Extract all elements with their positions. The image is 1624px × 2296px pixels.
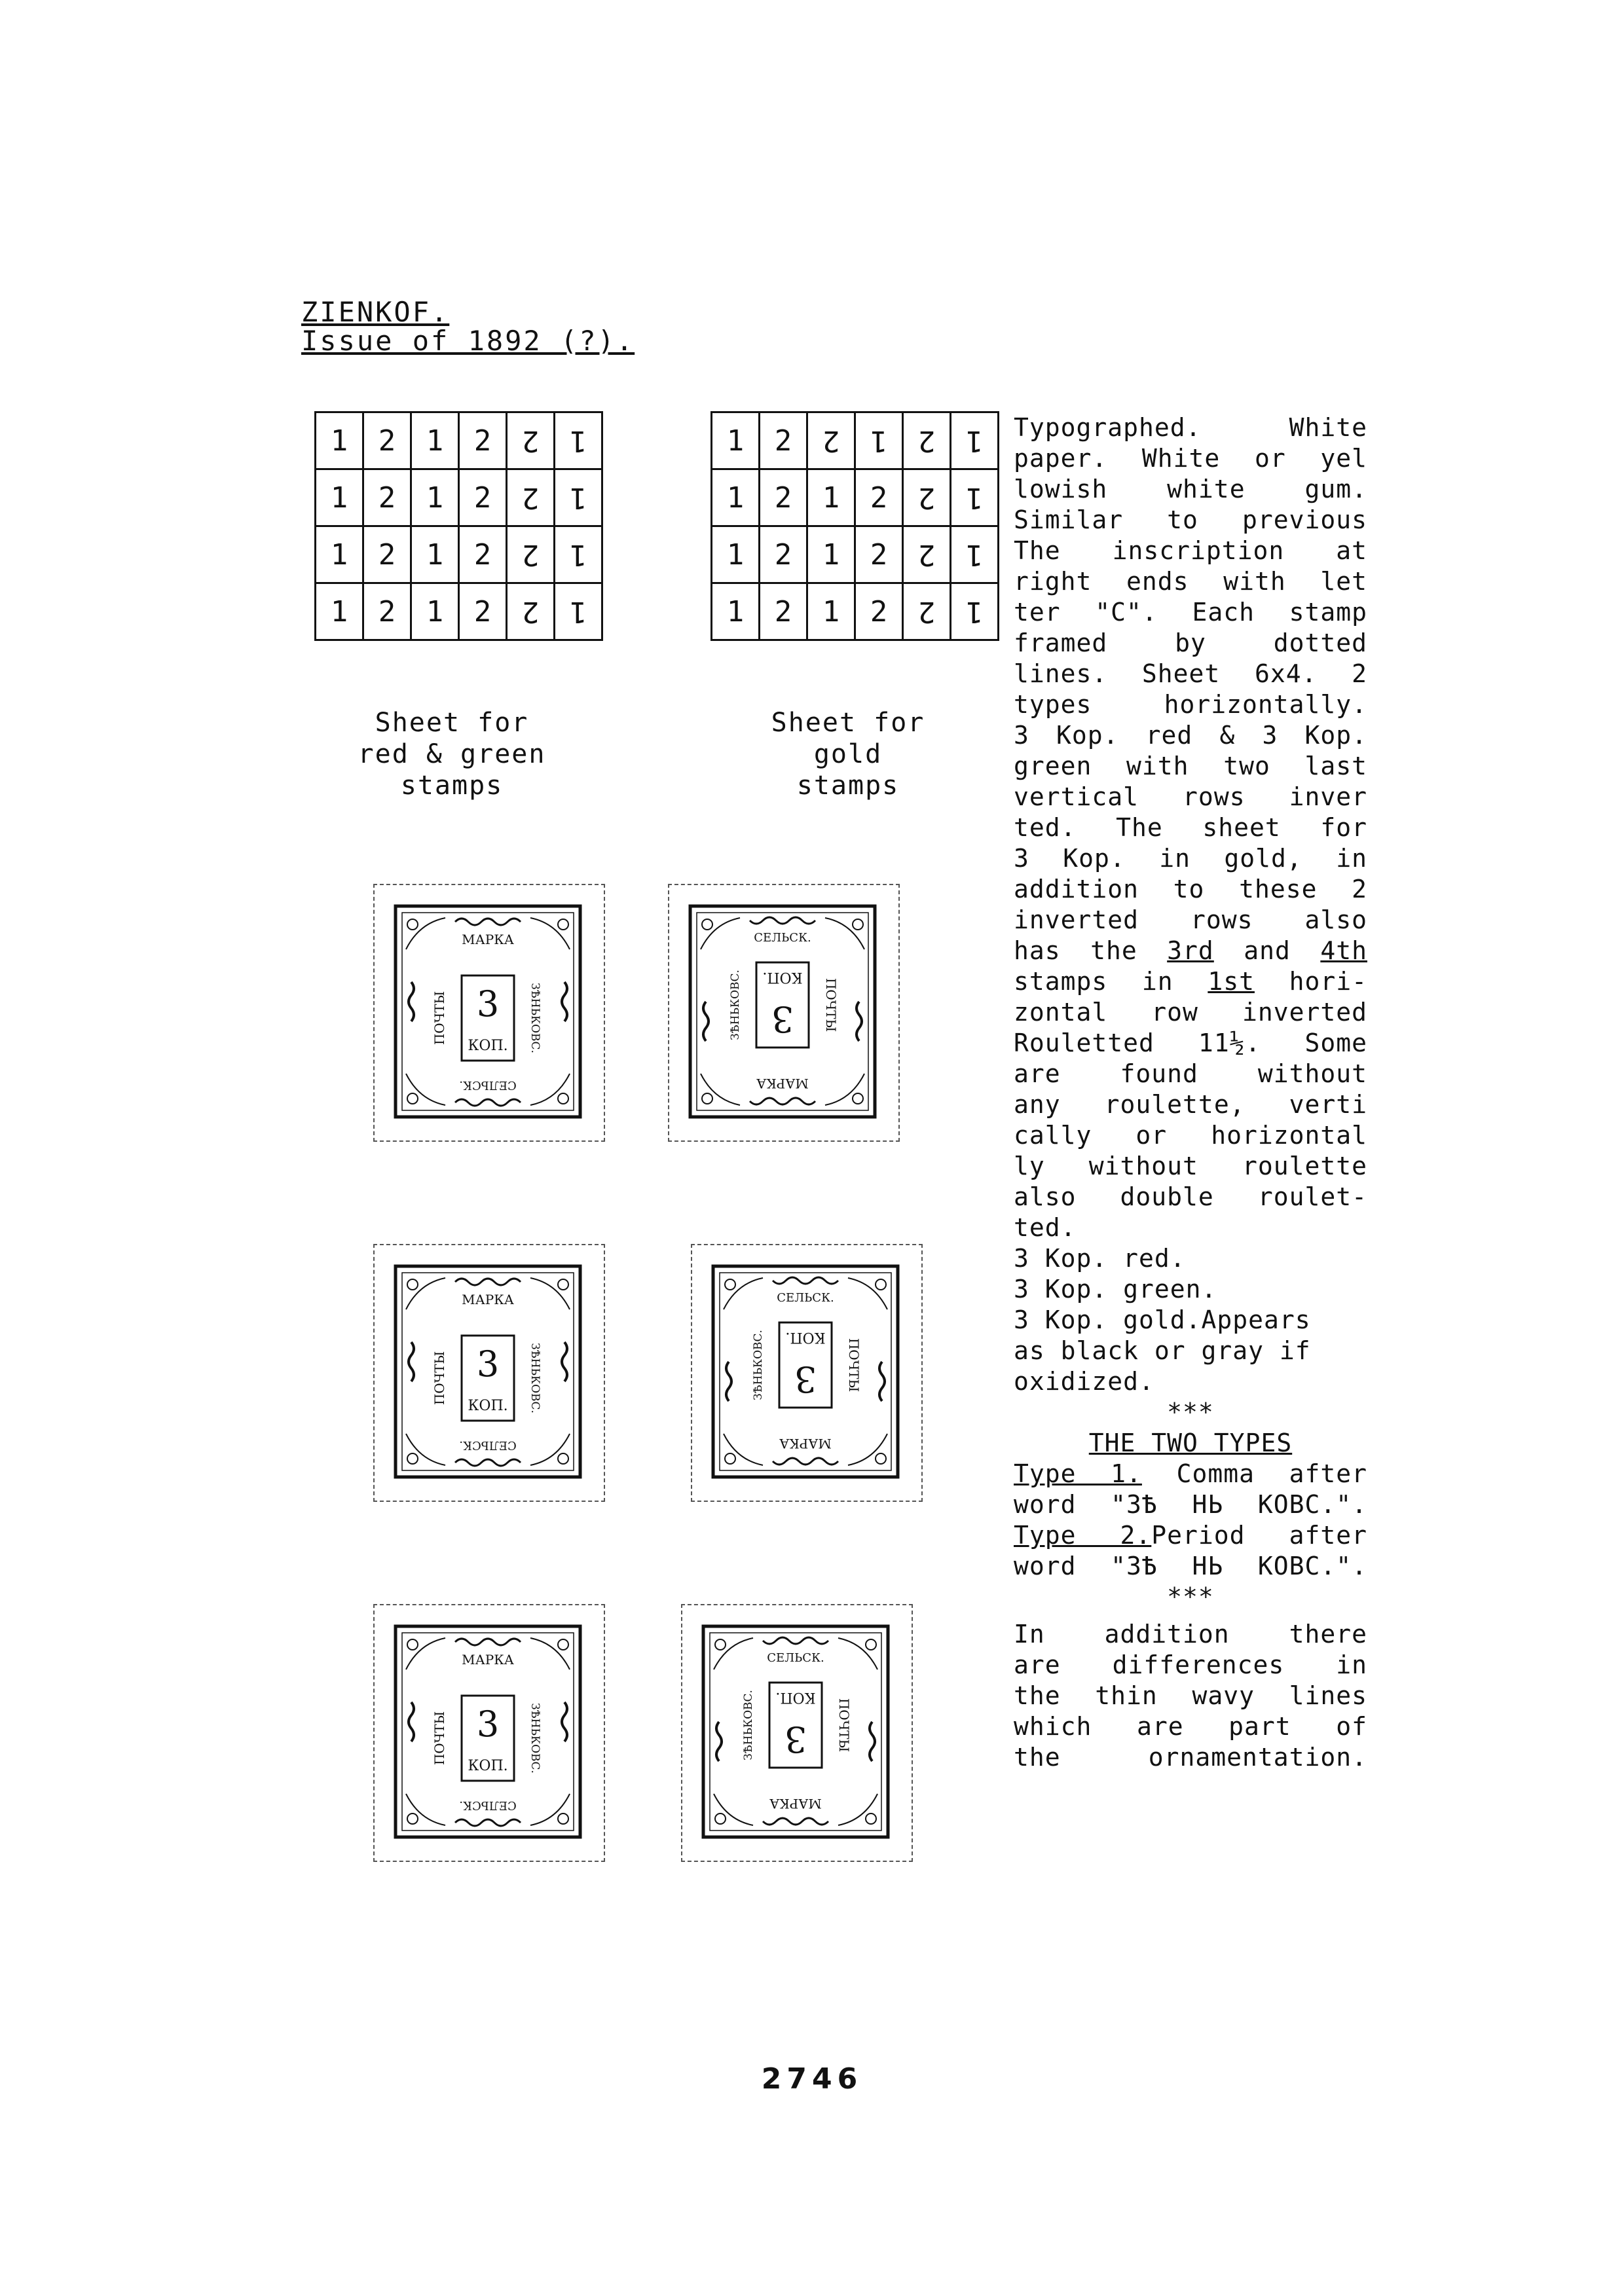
stamp-inscription: ЗѢНЬКОВС. [528,1703,542,1774]
closing-line: are differences in [1014,1650,1367,1679]
stamp-image [393,1624,583,1840]
description-line: also double roulet- [1014,1182,1367,1211]
stamp-inscription: СЕЛЬСК. [459,1798,517,1812]
closing-line: the ornamentation. [1014,1743,1367,1772]
sheet-cell [903,526,951,583]
sheet-cell [855,469,903,526]
page-subtitle: Issue of 1892 (?). [301,325,635,357]
sheet-row [316,526,602,583]
stamp-type-number: 1 [569,594,587,629]
sheet-cell [363,526,411,583]
stamp-type-number: 2 [521,481,540,515]
stamp-type-number: 2 [473,538,492,572]
sheet-cell [316,412,363,469]
stamp-type-number: 1 [965,481,984,515]
sheet-cell [411,583,459,640]
description-line: ted. The sheet for [1014,813,1367,842]
description-line: ly without roulette [1014,1152,1367,1180]
description-line: lines. Sheet 6x4. 2 [1014,659,1367,688]
variety-line: as black or gray if [1014,1336,1311,1365]
sheet-cell [507,526,555,583]
stamp-type-number: 1 [330,424,348,458]
stamp-type-number: 2 [473,594,492,629]
sheet-cell [855,526,903,583]
sheet-cell [807,526,855,583]
stamp-inscription: ЗѢНЬКОВС. [742,1690,755,1760]
stamp-inscription: МАРКА [462,1292,514,1307]
stamp-type-number: 2 [521,424,540,458]
sheet-row [316,412,602,469]
stamp-inscription: ПОЧТЫ [432,1351,447,1406]
stamp-design [396,1626,580,1837]
description-line: cally or horizontal [1014,1121,1367,1150]
stamp-inscription: МАРКА [462,1652,514,1667]
sheet-cell [507,583,555,640]
stamp-inscription: СЕЛЬСК. [459,1078,517,1092]
description-line: types horizontally. [1014,690,1367,719]
sheet-cell [507,469,555,526]
type1-word: word "3Ѣ НЬ КОВС.". [1014,1490,1367,1519]
stamp-image [393,1264,583,1480]
stamp-type-number: 1 [822,594,840,629]
sheet-cell [316,526,363,583]
stamp-design [713,1266,898,1477]
stamp-type-number: 1 [569,538,587,572]
sheet-cell [712,526,760,583]
sheet-gold-caption [710,707,986,801]
sheet-gold-table [710,411,999,641]
description-line: any roulette, verti [1014,1090,1367,1119]
stamp-type-number: 2 [917,594,936,629]
sheet-cell [807,583,855,640]
stamp-type-number: 1 [965,424,984,458]
stamp-type-number: 1 [965,538,984,572]
sheet-cell [555,469,602,526]
stamp-inscription: СЕЛЬСК. [777,1291,834,1305]
sheet-cell [760,583,807,640]
caption-line: gold [813,739,883,769]
stamp-type-number: 1 [426,594,444,629]
sheet-cell [555,412,602,469]
stamp-inscription: ЗѢНЬКОВС. [528,1343,542,1413]
sheet-cell [459,583,507,640]
type1-line: Type 1. Comma after [1014,1459,1367,1488]
caption-line: red & green [358,739,546,769]
sheet-cell [459,526,507,583]
description-line: has the 3rd and 4th [1014,936,1367,965]
page-number: 2746 [761,2062,863,2096]
sheet-cell [712,469,760,526]
stamp-inscription: МАРКА [462,932,514,947]
variety-line: 3 Kop. green. [1014,1275,1217,1303]
stamp-type-number: 1 [870,424,888,458]
stamp-type-number: 2 [521,538,540,572]
stamp-inscription: 3 [476,1343,500,1385]
sheet-cell [363,469,411,526]
stamp-design [690,906,875,1117]
sheet-cell [760,469,807,526]
stamp-inscription: МАРКА [779,1436,832,1451]
stamp-type-number: 2 [774,538,792,572]
sheet-cell [459,412,507,469]
caption-line: Sheet for [771,708,925,738]
sheet-cell [316,469,363,526]
stamp-design [703,1626,888,1837]
stamp-inscription: ЗѢНЬКОВС. [752,1330,765,1400]
variety-line: oxidized. [1014,1367,1154,1396]
sheet-cell [507,412,555,469]
stamp-type-number: 2 [473,424,492,458]
stamp-type-number: 2 [378,424,396,458]
description-line: green with two last [1014,752,1367,780]
stamp-inscription: ПОЧТЫ [836,1698,852,1753]
sheet-cell [555,583,602,640]
stamp-type-number: 1 [726,538,745,572]
sheet-cell [411,469,459,526]
sheet-red-green-caption [314,707,589,801]
closing-line: In addition there [1014,1620,1367,1649]
sheet-row [712,469,999,526]
sheet-cell [712,583,760,640]
sheet-row [316,469,602,526]
description-line: 3 Kop. in gold, in [1014,844,1367,873]
stamp-image [393,903,583,1120]
stamp-type-number: 1 [822,538,840,572]
variety-line: 3 Kop. red. [1014,1244,1186,1273]
stamp-type-number: 2 [917,538,936,572]
stamp-inscription: 3 [784,1719,807,1760]
sheet-cell [316,583,363,640]
sheet-row [316,583,602,640]
stamp-type-number: 2 [822,424,840,458]
description-line: framed by dotted [1014,629,1367,657]
stamp-inscription: МАРКА [769,1796,822,1812]
stamp-inscription: КОП. [468,1398,508,1414]
sheet-cell [903,469,951,526]
caption-line: stamps [796,771,900,801]
stamp-type-number: 2 [521,594,540,629]
description-line: Similar to previous [1014,505,1367,534]
type2-line: Type 2.Period after [1014,1521,1367,1550]
stamp-type-number: 2 [870,481,888,515]
sheet-cell [411,412,459,469]
description-column [1014,412,1367,1773]
description-line: addition to these 2 [1014,875,1367,903]
sheet-cell [951,583,999,640]
stamp-design [396,906,580,1117]
stamp-type-number: 2 [870,594,888,629]
sheet-cell [903,412,951,469]
stamp-type-number: 2 [378,481,396,515]
description-line: Rouletted 11½. Some [1014,1029,1367,1057]
stamp-image [688,903,877,1120]
sheet-cell [363,412,411,469]
stamp-type-number: 1 [426,481,444,515]
stamp-inscription: КОП. [468,1758,508,1774]
stamp-type-number: 2 [473,481,492,515]
stamp-image [701,1624,891,1840]
variety-line: 3 Kop. gold.Appears [1014,1305,1311,1334]
stamp-type-number: 1 [330,538,348,572]
sheet-cell [807,412,855,469]
stamp-inscription: ЗѢНЬКОВС. [729,970,742,1040]
stamp-type-number: 1 [569,424,587,458]
sheet-red-green-table [314,411,603,641]
sheet-cell [555,526,602,583]
stamp-type-number: 2 [378,594,396,629]
stamp-inscription: СЕЛЬСК. [767,1651,824,1665]
sheet-cell [855,583,903,640]
closing-line: which are part of [1014,1712,1367,1741]
sheet-cell [903,583,951,640]
sheet-cell [760,526,807,583]
description-line: Typographed. White [1014,413,1367,442]
separator: *** [1167,1582,1214,1611]
sheet-cell [951,412,999,469]
stamp-inscription: ЗѢНЬКОВС. [528,983,542,1053]
caption-line: Sheet for [375,708,529,738]
stamp-type-number: 1 [426,424,444,458]
stamp-inscription: ПОЧТЫ [823,977,839,1032]
stamp-inscription: СЕЛЬСК. [459,1438,517,1452]
stamp-type-number: 2 [917,424,936,458]
description-line: are found without [1014,1059,1367,1088]
stamp-inscription: 3 [476,1704,500,1745]
description-line: The inscription at [1014,536,1367,565]
stamp-inscription: КОП. [785,1329,826,1345]
stamp-type-number: 1 [569,481,587,515]
description-line: stamps in 1st hori- [1014,967,1367,996]
caption-line: stamps [400,771,504,801]
description-line: ter "C". Each stamp [1014,598,1367,627]
stamp-type-number: 2 [917,481,936,515]
stamp-inscription: СЕЛЬСК. [754,931,811,945]
sheet-cell [411,526,459,583]
separator: *** [1167,1398,1214,1427]
sheet-cell [760,412,807,469]
stamp-inscription: ПОЧТЫ [846,1338,862,1393]
stamp-inscription: МАРКА [756,1076,809,1091]
type2-word: word "3Ѣ НЬ КОВС.". [1014,1552,1367,1580]
description-line: ted. [1014,1213,1077,1242]
stamp-design [396,1266,580,1477]
description-line: right ends with let [1014,567,1367,596]
sheet-cell [459,469,507,526]
stamp-type-number: 1 [726,424,745,458]
description-line: vertical rows inver [1014,782,1367,811]
stamp-type-number: 1 [965,594,984,629]
stamp-type-number: 2 [774,424,792,458]
stamp-inscription: 3 [476,983,500,1025]
stamp-type-number: 2 [378,538,396,572]
description-line: zontal row inverted [1014,998,1367,1027]
sheet-cell [855,412,903,469]
sheet-row [712,412,999,469]
stamp-inscription: ПОЧТЫ [432,991,447,1046]
sheet-cell [712,412,760,469]
stamp-image [710,1264,900,1480]
sheet-row [712,583,999,640]
stamp-type-number: 2 [774,481,792,515]
sheet-cell [951,469,999,526]
description-line: inverted rows also [1014,905,1367,934]
types-heading: THE TWO TYPES [1088,1429,1293,1457]
sheet-cell [807,469,855,526]
closing-line: the thin wavy lines [1014,1681,1367,1710]
sheet-cell [363,583,411,640]
stamp-type-number: 1 [822,481,840,515]
description-line: lowish white gum. [1014,475,1367,503]
sheet-row [712,526,999,583]
stamp-inscription: 3 [771,998,794,1040]
stamp-type-number: 2 [870,538,888,572]
stamp-type-number: 1 [726,481,745,515]
description-line: paper. White or yel [1014,444,1367,473]
stamp-inscription: КОП. [468,1038,508,1054]
stamp-type-number: 1 [330,481,348,515]
stamp-type-number: 1 [426,538,444,572]
stamp-inscription: 3 [794,1358,817,1400]
stamp-type-number: 2 [774,594,792,629]
sheet-cell [951,526,999,583]
stamp-inscription: КОП. [762,969,803,985]
stamp-type-number: 1 [330,594,348,629]
page-title: ZIENKOF. [301,296,450,328]
stamp-type-number: 1 [726,594,745,629]
stamp-inscription: КОП. [775,1689,816,1705]
stamp-inscription: ПОЧТЫ [432,1711,447,1766]
description-line: 3 Kop. red & 3 Kop. [1014,721,1367,750]
